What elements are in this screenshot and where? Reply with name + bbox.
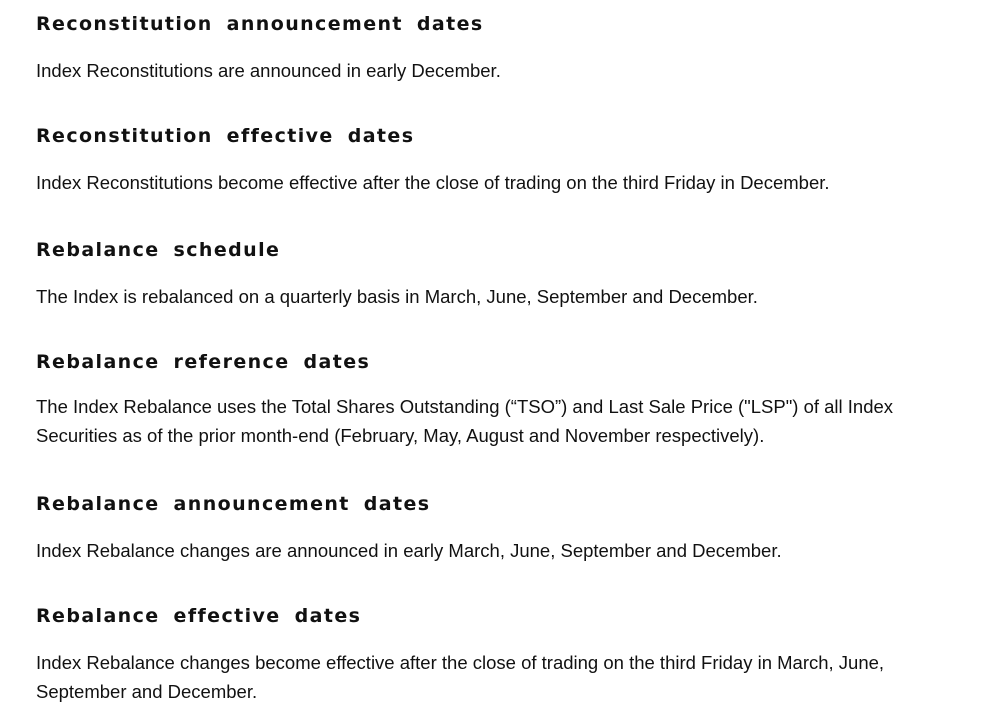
section-rebalance-schedule	[36, 238, 966, 311]
section-text: Index Reconstitutions become effective after the close of trading on the third Friday in December.	[36, 172, 830, 193]
section-heading: Rebalance reference dates	[36, 351, 371, 373]
section-text: The Index is rebalanced on a quarterly basis in March, June, September and December.	[36, 286, 758, 307]
section-heading: Rebalance schedule	[36, 239, 281, 261]
section-text: Index Reconstitutions are announced in early December.	[36, 60, 501, 81]
section-text: The Index Rebalance uses the Total Shares Outstanding (“TSO”) and Last Sale Price ("LSP") of all Index Securities as of the prior month-end (February, May, August and November respectively).	[36, 396, 894, 446]
section-text: Index Rebalance changes become effective after the close of trading on the third Friday in March, June, September and December.	[36, 652, 885, 702]
section-reconstitution-effective	[36, 124, 966, 197]
section-heading: Reconstitution announcement dates	[36, 13, 484, 35]
section-rebalance-reference	[36, 350, 966, 450]
section-reconstitution-announcement	[36, 12, 966, 85]
section-rebalance-effective	[36, 604, 966, 706]
section-heading: Rebalance effective dates	[36, 605, 362, 627]
section-rebalance-announcement	[36, 492, 966, 565]
section-heading: Reconstitution effective dates	[36, 125, 415, 147]
section-text: Index Rebalance changes are announced in early March, June, September and December.	[36, 540, 782, 561]
section-heading: Rebalance announcement dates	[36, 493, 431, 515]
